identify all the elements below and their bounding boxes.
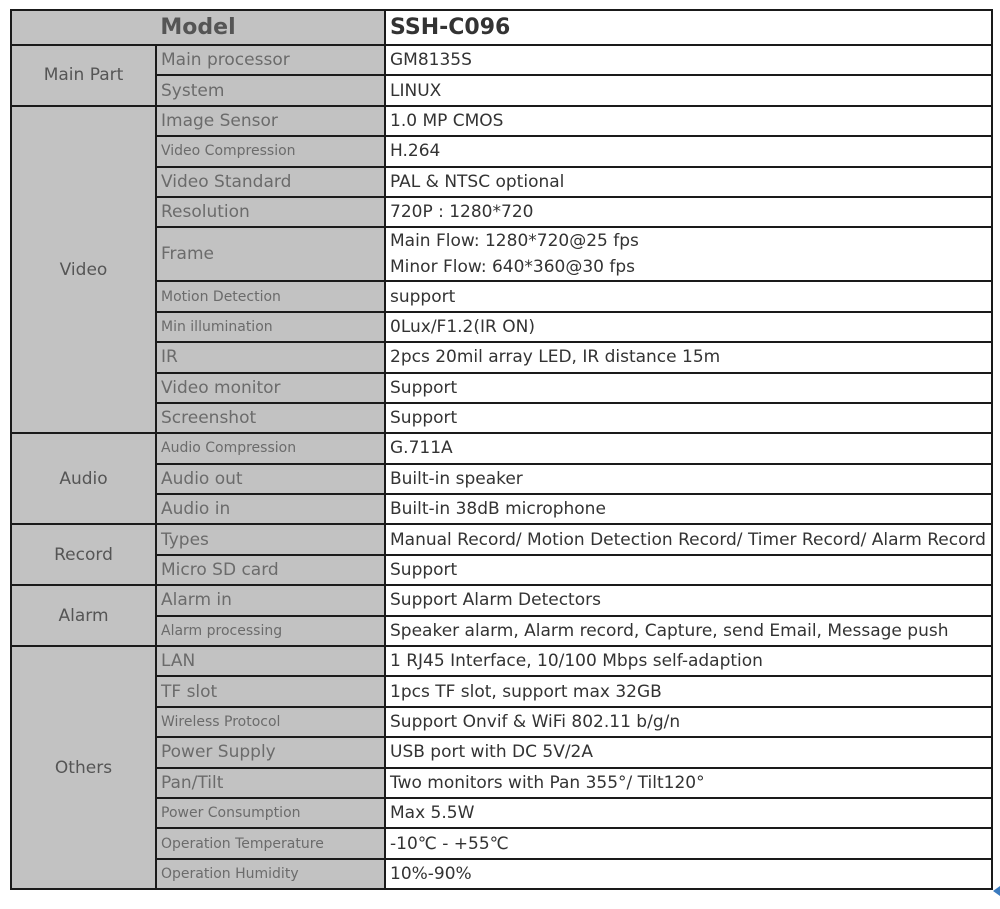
table-row [11,403,992,433]
table-row [11,616,992,646]
param-value: Support [385,373,992,403]
param-value: 1.0 MP CMOS [385,106,992,136]
table-row [11,524,992,554]
table-row [11,828,992,858]
param-label: Audio Compression [156,433,385,463]
param-label: Video monitor [156,373,385,403]
param-value: Max 5.5W [385,798,992,828]
param-value: -10℃ - +55℃ [385,828,992,858]
table-row [11,798,992,828]
param-value: support [385,281,992,311]
param-value: 10%-90% [385,859,992,889]
param-value [385,227,992,281]
param-value: 1 RJ45 Interface, 10/100 Mbps self-adaption [385,646,992,676]
param-label: Main processor [156,45,385,75]
table-row [11,136,992,166]
param-value: PAL & NTSC optional [385,167,992,197]
param-value: 720P : 1280*720 [385,197,992,227]
param-value: H.264 [385,136,992,166]
table-row [11,75,992,105]
model-name: SSH-C096 [385,10,992,45]
spec-table [10,9,993,890]
table-row [11,707,992,737]
group-others: Others [11,646,156,889]
table-row [11,373,992,403]
table-row [11,464,992,494]
param-label: IR [156,342,385,372]
param-value: Support [385,403,992,433]
param-value: Support Onvif & WiFi 802.11 b/g/n [385,707,992,737]
group-video: Video [11,106,156,434]
group-record: Record [11,524,156,585]
param-label: Alarm in [156,585,385,615]
param-value: Support Alarm Detectors [385,585,992,615]
table-row [11,676,992,706]
table-row [11,555,992,585]
table-row [11,494,992,524]
group-audio: Audio [11,433,156,524]
table-header-row [11,10,992,45]
param-value: USB port with DC 5V/2A [385,737,992,767]
param-label: Motion Detection [156,281,385,311]
param-label: Operation Temperature [156,828,385,858]
param-label: Wireless Protocol [156,707,385,737]
param-label: Alarm processing [156,616,385,646]
param-label: Resolution [156,197,385,227]
param-value: Two monitors with Pan 355°/ Tilt120° [385,768,992,798]
table-row [11,859,992,889]
table-row [11,646,992,676]
edge-marker-icon [993,886,1000,896]
param-label: Min illumination [156,312,385,342]
table-row [11,197,992,227]
param-label: Power Consumption [156,798,385,828]
table-row [11,227,992,281]
table-row [11,433,992,463]
group-main-part: Main Part [11,45,156,106]
param-label: Video Compression [156,136,385,166]
param-label: Audio out [156,464,385,494]
param-label: LAN [156,646,385,676]
param-label: Image Sensor [156,106,385,136]
param-value: Manual Record/ Motion Detection Record/ Timer Record/ Alarm Record [385,524,992,554]
param-label: Pan/Tilt [156,768,385,798]
param-label: Types [156,524,385,554]
param-value: 0Lux/F1.2(IR ON) [385,312,992,342]
param-value-line: Main Flow: 1280*720@25 fps [390,231,639,252]
param-value: LINUX [385,75,992,105]
table-row [11,768,992,798]
param-label: Power Supply [156,737,385,767]
param-label: Audio in [156,494,385,524]
table-row [11,737,992,767]
table-row [11,167,992,197]
param-value: Built-in speaker [385,464,992,494]
table-row [11,45,992,75]
model-label: Model [11,10,385,45]
table-row [11,106,992,136]
param-label: Frame [156,227,385,281]
param-value: 1pcs TF slot, support max 32GB [385,676,992,706]
table-row [11,312,992,342]
table-row [11,585,992,615]
param-value: G.711A [385,433,992,463]
param-value: Support [385,555,992,585]
param-label: Operation Humidity [156,859,385,889]
param-value: 2pcs 20mil array LED, IR distance 15m [385,342,992,372]
param-label: Screenshot [156,403,385,433]
param-label: Micro SD card [156,555,385,585]
param-label: TF slot [156,676,385,706]
table-row [11,281,992,311]
param-value: Built-in 38dB microphone [385,494,992,524]
group-alarm: Alarm [11,585,156,646]
param-label: System [156,75,385,105]
param-value-line: Minor Flow: 640*360@30 fps [390,257,636,278]
param-value: Speaker alarm, Alarm record, Capture, send Email, Message push [385,616,992,646]
param-value: GM8135S [385,45,992,75]
table-row [11,342,992,372]
param-label: Video Standard [156,167,385,197]
